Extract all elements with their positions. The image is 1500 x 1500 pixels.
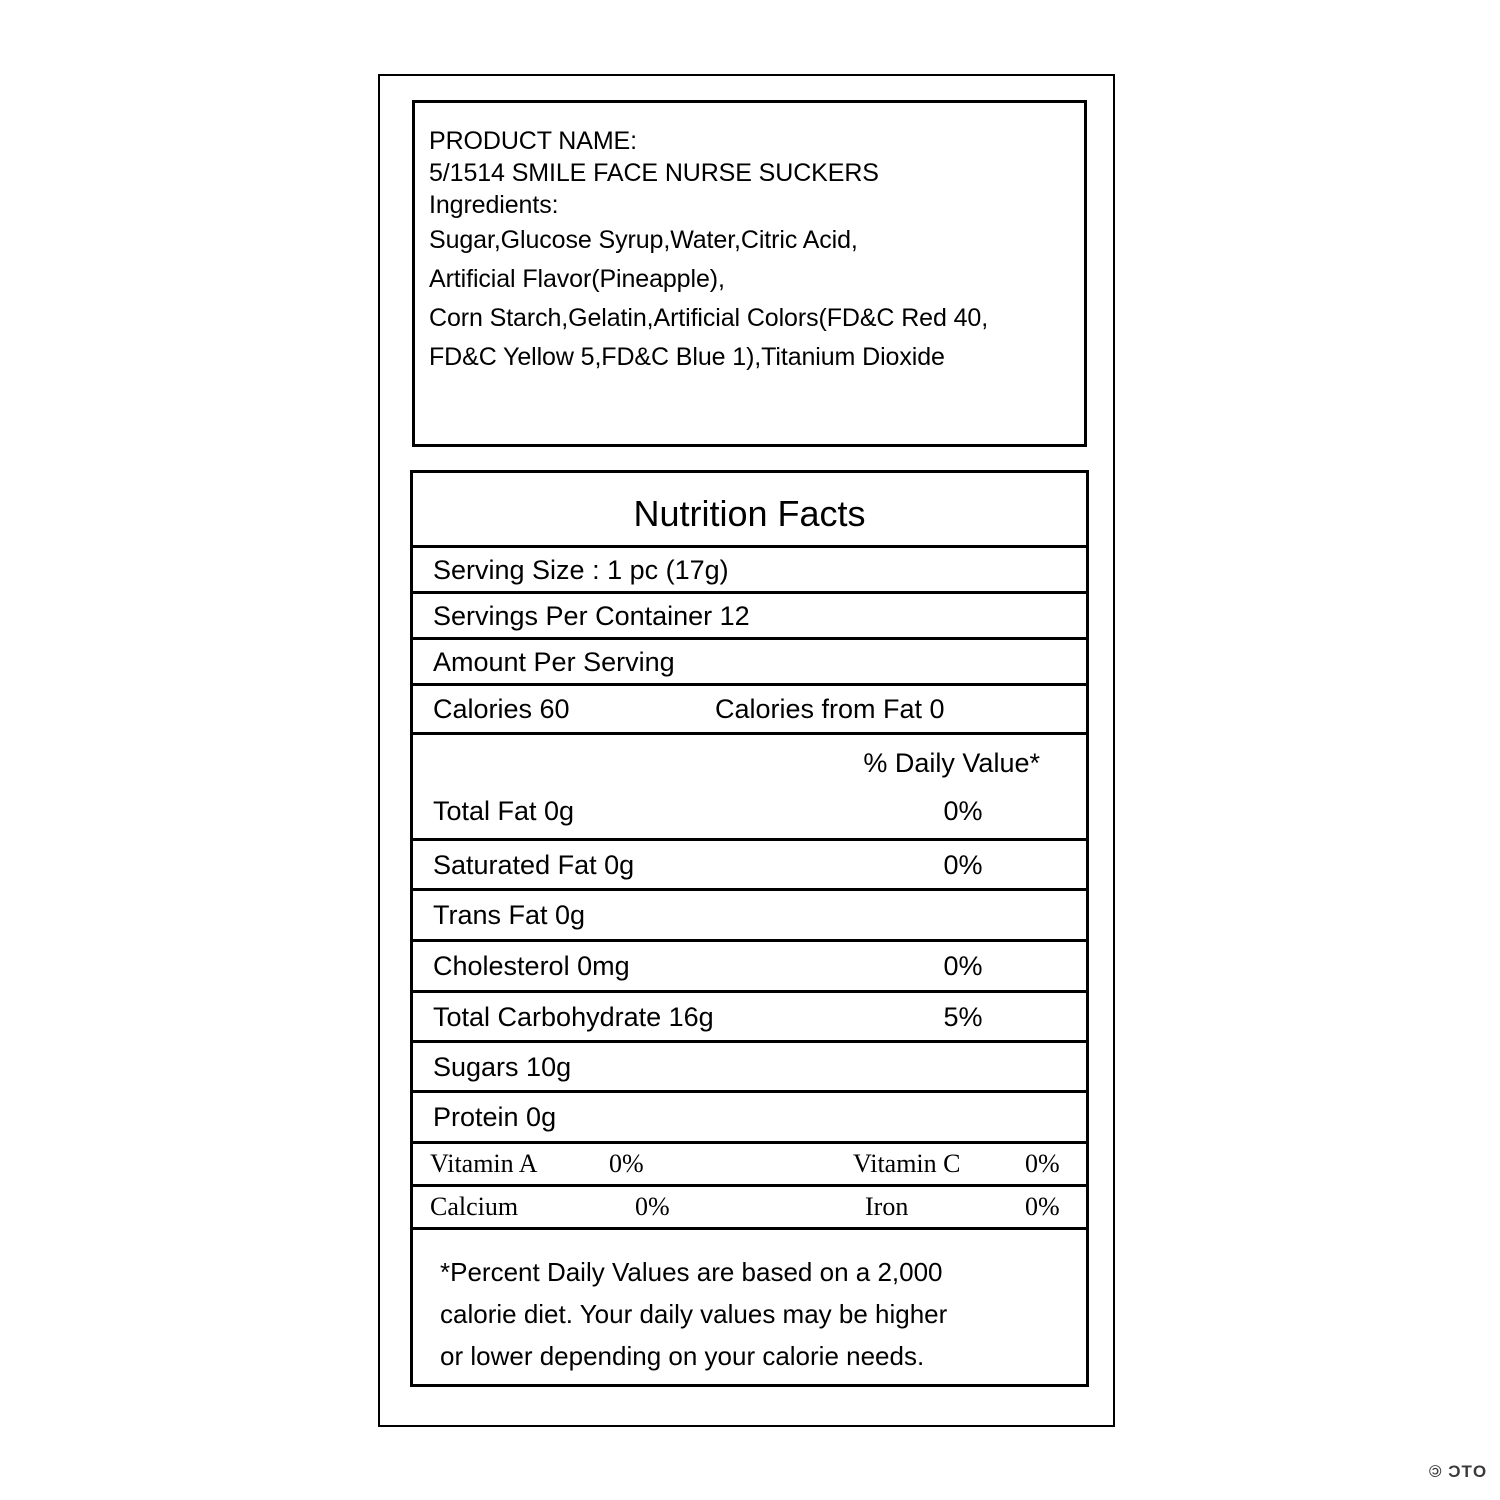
daily-value-footnote <box>413 1230 1086 1392</box>
daily-value-total-fat-row <box>413 735 1086 841</box>
calories-from-fat-label: Calories from Fat 0 <box>715 694 945 724</box>
vitamin-a-label: Vitamin A <box>430 1149 538 1178</box>
serving-size-label: Serving Size : 1 pc (17g) <box>433 555 729 585</box>
ingredients-panel <box>412 100 1087 447</box>
total-fat-label: Total Fat 0g <box>433 796 575 826</box>
saturated-fat-row <box>413 841 1086 891</box>
vitamin-a-value: 0% <box>609 1149 644 1178</box>
footnote-line: or lower depending on your calorie needs. <box>440 1341 925 1371</box>
sugars-label: Sugars 10g <box>433 1052 572 1082</box>
ingredients-label: Ingredients: <box>429 191 559 219</box>
copyright-watermark: OTC © <box>1427 1462 1486 1481</box>
serving-size-row <box>413 548 1086 594</box>
product-name-value: 5/1514 SMILE FACE NURSE SUCKERS <box>429 159 879 187</box>
iron-value: 0% <box>1025 1192 1060 1221</box>
total-carbohydrate-row <box>413 993 1086 1043</box>
amount-per-serving-label: Amount Per Serving <box>433 647 675 677</box>
calories-row <box>413 686 1086 735</box>
calcium-value: 0% <box>635 1192 670 1221</box>
protein-row <box>413 1093 1086 1144</box>
ingredients-line: FD&C Yellow 5,FD&C Blue 1),Titanium Dioxide <box>429 343 945 371</box>
footnote-line: calorie diet. Your daily values may be higher <box>440 1299 948 1329</box>
nutrition-facts-title-row <box>413 473 1086 548</box>
ingredients-line: Corn Starch,Gelatin,Artificial Colors(FD&C Red 40, <box>429 304 989 332</box>
nutrition-facts-title: Nutrition Facts <box>633 493 866 534</box>
cholesterol-percent: 0% <box>943 951 983 981</box>
iron-label: Iron <box>865 1192 909 1221</box>
calcium-label: Calcium <box>430 1192 519 1221</box>
cholesterol-row <box>413 942 1086 993</box>
vitamin-c-value: 0% <box>1025 1149 1060 1178</box>
protein-label: Protein 0g <box>433 1102 557 1132</box>
nutrition-label-frame <box>378 74 1115 1427</box>
calcium-iron-row <box>413 1187 1086 1230</box>
cholesterol-label: Cholesterol 0mg <box>433 951 630 981</box>
trans-fat-label: Trans Fat 0g <box>433 900 586 930</box>
trans-fat-row <box>413 891 1086 942</box>
vitamin-a-c-row <box>413 1144 1086 1187</box>
amount-per-serving-row <box>413 640 1086 686</box>
calories-label: Calories 60 <box>433 694 570 724</box>
nutrition-facts-panel <box>410 470 1089 1387</box>
product-name-label: PRODUCT NAME: <box>429 127 637 155</box>
vitamin-c-label: Vitamin C <box>853 1149 961 1178</box>
ingredients-line: Sugar,Glucose Syrup,Water,Citric Acid, <box>429 226 858 254</box>
ingredients-line: Artificial Flavor(Pineapple), <box>429 265 725 293</box>
daily-value-header: % Daily Value* <box>863 748 1040 778</box>
sugars-row <box>413 1043 1086 1093</box>
saturated-fat-percent: 0% <box>943 850 983 880</box>
total-carbohydrate-percent: 5% <box>943 1002 983 1032</box>
servings-per-container-row <box>413 594 1086 640</box>
saturated-fat-label: Saturated Fat 0g <box>433 850 635 880</box>
footnote-line: *Percent Daily Values are based on a 2,000 <box>440 1257 943 1287</box>
total-fat-percent: 0% <box>943 796 983 826</box>
servings-per-container-label: Servings Per Container 12 <box>433 601 750 631</box>
total-carbohydrate-label: Total Carbohydrate 16g <box>433 1002 714 1032</box>
